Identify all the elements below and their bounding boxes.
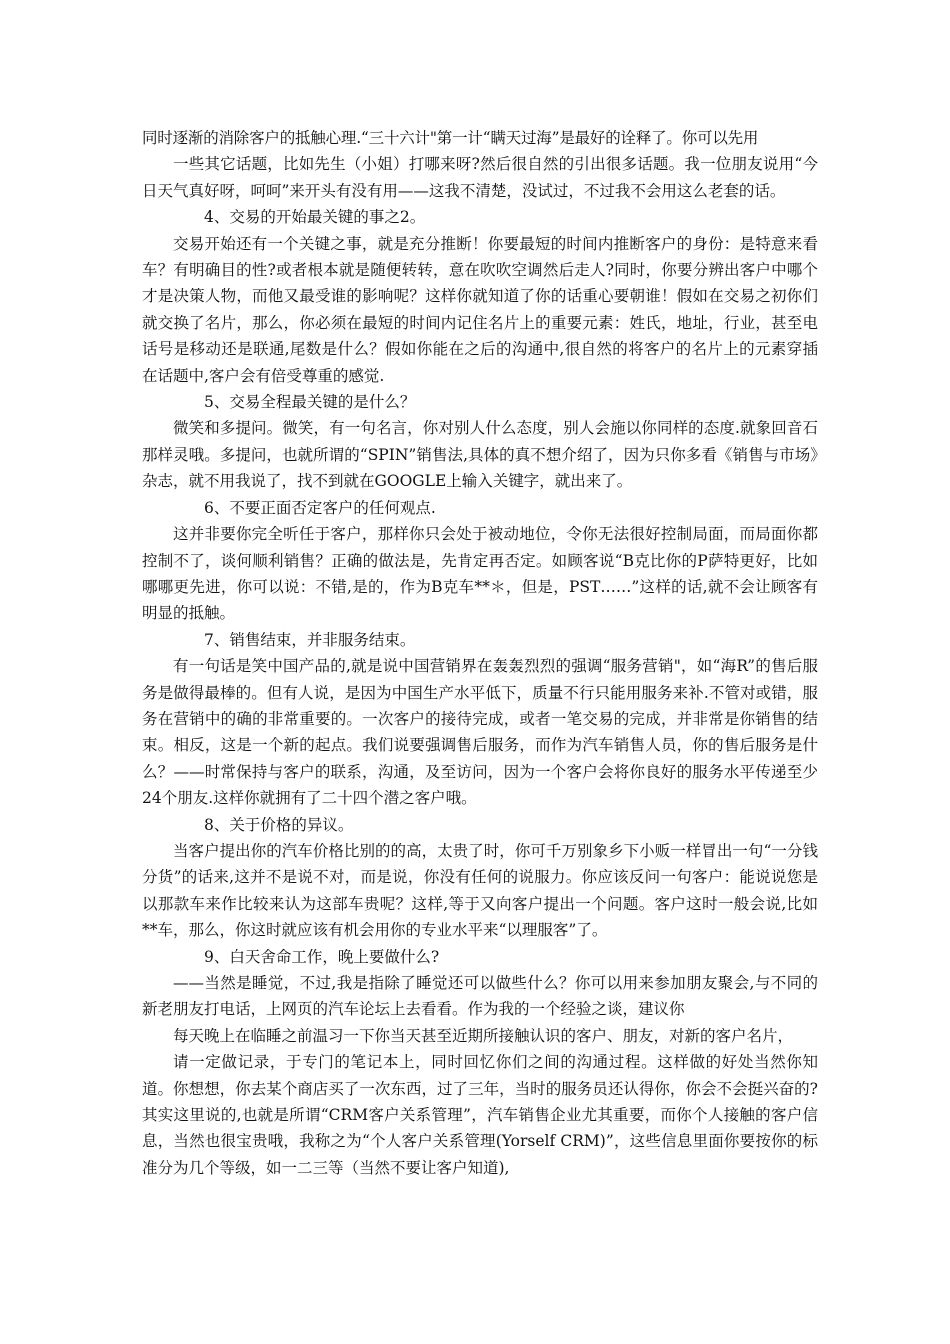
paragraph-section-8: 当客户提出你的汽车价格比别的的高，太贵了时，你可千万别象乡下小贩一样冒出一句“一分钱分货”的话来,这并不是说不对，而是说，你没有任何的说服力。你应该反问一句客户：能说说您是以那款车来作比较来认为这部车贵呢？这样,等于又向客户提出一个问题。客户这时一般会说,比如**车，那么，你这时就应该有机会用你的专业水平来“以理服客”了。 — [142, 841, 818, 940]
paragraph-small-talk: 一些其它话题，比如先生（小姐）打哪来呀?然后很自然的引出很多话题。我一位朋友说用“今日天气真好呀，呵呵”来开头有没有用——这我不清楚，没试过，不过我不会用这么老套的话。 — [142, 155, 818, 200]
section-heading-5: 5、交易全程最关键的是什么？ — [204, 393, 416, 412]
paragraph-section-5: 微笑和多提问。微笑，有一句名言，你对别人什么态度，别人会施以你同样的态度.就象回音石那样灵哦。多提问，也就所谓的“SPIN”销售法,具体的真不想介绍了，因为只你多看《销售与市场》杂志，就不用我说了，找不到就在GOOGLE上输入关键字，就出来了。 — [142, 419, 818, 491]
paragraph-section-6: 这并非要你完全听任于客户，那样你只会处于被动地位，令你无法很好控制局面，而局面你都控制不了，谈何顺利销售？正确的做法是，先肯定再否定。如顾客说“B克比你的P萨特更好，比如哪哪更先进，你可以说：不错,是的，作为B克车**＊，但是，PST……”这样的话,就不会让顾客有明显的抵触。 — [142, 525, 818, 623]
section-heading-7: 7、销售结束，并非服务结束。 — [204, 630, 416, 649]
paragraph-section-4: 交易开始还有一个关键之事，就是充分推断！你要最短的时间内推断客户的身份：是特意来看车？有明确目的性?或者根本就是随便转转，意在吹吹空调然后走人?同时，你要分辨出客户中哪个才是决策人物，而他又最受谁的影响呢？这样你就知道了你的话重心要朝谁！假如在交易之初你们就交换了名片，那么，你必须在最短的时间内记住名片上的重要元素：姓氏，地址，行业，甚至电话号是移动还是联通,尾数是什么？假如你能在之后的沟通中,很自然的将客户的名片上的元素穿插在话题中,客户会有倍受尊重的感觉. — [142, 234, 818, 385]
paragraph-section-7: 有一句话是笑中国产品的,就是说中国营销界在轰轰烈烈的强调“服务营销"，如“海R”的售后服务是做得最棒的。但有人说，是因为中国生产水平低下，质量不行只能用服务来补.不管对或错，服务在营销中的确的非常重要的。一次客户的接待完成，或者一笔交易的完成，并非常是你销售的结束。相反，这是一个新的起点。我们说要强调售后服务，而作为汽车销售人员，你的售后服务是什么？——时常保持与客户的联系，沟通，及至访问，因为一个客户会将你良好的服务水平传递至少24个朋友.这样你就拥有了二十四个潜之客户哦。 — [142, 657, 818, 808]
section-heading-9: 9、白天舍命工作，晚上要做什么? — [204, 947, 440, 966]
section-heading-6: 6、不要正面否定客户的任何观点. — [204, 498, 436, 517]
section-heading-4: 4、交易的开始最关键的事之2。 — [204, 208, 426, 227]
document-body — [142, 125, 818, 1181]
paragraph-section-9-a: ——当然是睡觉，不过,我是指除了睡觉还可以做些什么？你可以用来参加朋友聚会,与不同的新老朋友打电话，上网页的汽车论坛上去看看。作为我的一个经验之谈，建议你 — [142, 974, 818, 1019]
paragraph-intro-continuation: 同时逐渐的消除客户的抵触心理.“三十六计"第一计“瞒天过海”是最好的诠释了。你可以先用 — [142, 129, 759, 147]
paragraph-section-9-c: 请一定做记录，于专门的笔记本上，同时回忆你们之间的沟通过程。这样做的好处当然你知道。你想想，你去某个商店买了一次东西，过了三年，当时的服务员还认得你，你会不会挺兴奋的?其实这里说的,也就是所谓“CRM客户关系管理”，汽车销售企业尤其重要，而你个人接触的客户信息，当然也很宝贵哦，我称之为“个人客户关系管理(Yorself CRM)”，这些信息里面你要按你的标准分为几个等级，如一二三等（当然不要让客户知道), — [142, 1053, 818, 1177]
section-heading-8: 8、关于价格的异议。 — [204, 815, 354, 834]
paragraph-section-9-b: 每天晚上在临睡之前温习一下你当天甚至近期所接触认识的客户、朋友，对新的客户名片， — [173, 1026, 794, 1045]
